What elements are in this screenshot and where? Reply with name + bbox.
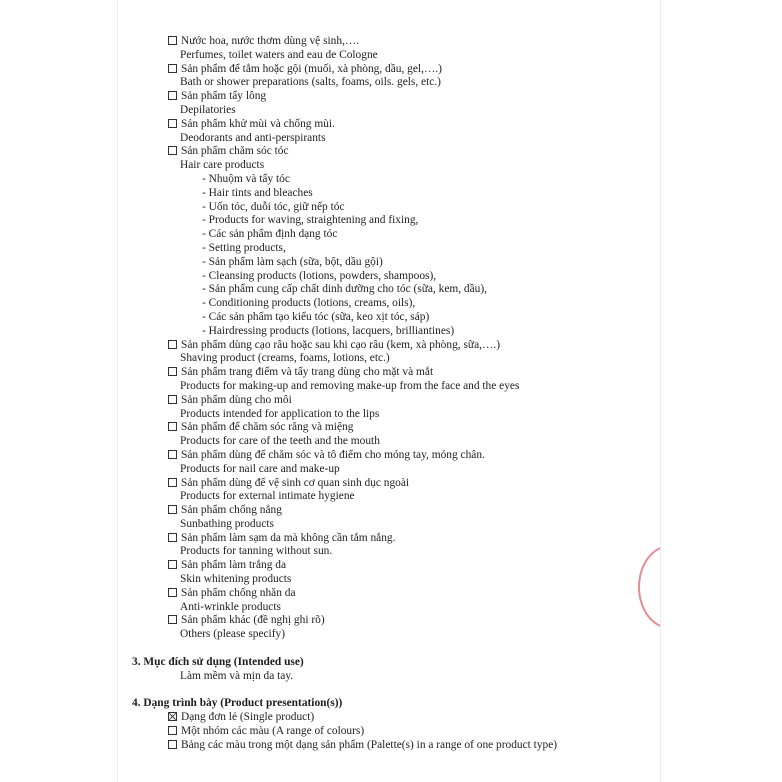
category-label-vi: Sản phẩm chống nhăn da — [181, 586, 296, 599]
hair-care-subitem: - Conditioning products (lotions, creams, oils), — [202, 297, 416, 310]
hair-care-subitem: - Uốn tóc, duỗi tóc, giữ nếp tóc — [202, 200, 345, 213]
category-item — [168, 90, 638, 104]
stamp-ring — [638, 545, 660, 629]
category-label-en: Products for tanning without sun. — [180, 545, 333, 558]
presentation-checkbox[interactable] — [168, 726, 177, 735]
category-label-en: Products for external intimate hygiene — [180, 490, 355, 503]
category-label-en: Deodorants and anti-perspirants — [180, 131, 326, 144]
presentation-option — [168, 725, 638, 739]
category-item — [168, 532, 638, 546]
presentation-checkbox[interactable] — [168, 712, 177, 721]
category-checkbox[interactable] — [168, 422, 177, 431]
section-4-heading: 4. Dạng trình bày (Product presentation(s)) — [132, 697, 343, 710]
category-label-en: Bath or shower preparations (salts, foams, oils. gels, etc.) — [180, 76, 441, 89]
category-label-en: Shaving product (creams, foams, lotions, etc.) — [180, 352, 390, 365]
category-checkbox[interactable] — [168, 36, 177, 45]
category-label-vi: Sản phẩm để tắm hoặc gội (muối, xà phòng, dầu, gel,….) — [181, 62, 442, 75]
category-item — [168, 559, 638, 573]
category-checkbox[interactable] — [168, 64, 177, 73]
category-label-vi: Sản phẩm khác (đề nghị ghi rõ) — [181, 614, 325, 627]
category-checkbox[interactable] — [168, 560, 177, 569]
category-label-en: Products for care of the teeth and the mouth — [180, 435, 380, 448]
presentation-option — [168, 739, 638, 753]
hair-care-subitem: - Các sản phẩm định dạng tóc — [202, 228, 338, 241]
category-checkbox[interactable] — [168, 146, 177, 155]
category-item — [168, 421, 638, 435]
category-label-en: Skin whitening products — [180, 573, 292, 586]
category-label-vi: Sản phẩm dùng để chăm sóc và tô điểm cho móng tay, móng chân. — [181, 448, 485, 461]
hair-care-subitem: - Products for waving, straightening and fixing, — [202, 214, 419, 227]
category-label-vi: Sản phẩm tẩy lông — [181, 90, 267, 103]
category-label-en: Anti-wrinkle products — [180, 600, 281, 613]
category-label-en: Products for nail care and make-up — [180, 462, 340, 475]
section-3-heading: 3. Mục đích sử dụng (Intended use) — [132, 655, 304, 668]
red-stamp-fragment-lower — [634, 545, 660, 650]
category-checkbox[interactable] — [168, 91, 177, 100]
category-item — [168, 145, 638, 159]
category-item — [168, 449, 638, 463]
category-checkbox[interactable] — [168, 119, 177, 128]
category-item — [168, 504, 638, 518]
category-item — [168, 614, 638, 628]
presentation-option-label: Bảng các màu trong một dạng sản phẩm (Palette(s) in a range of one product type) — [181, 738, 558, 751]
category-label-vi: Sản phẩm khử mùi và chống mùi. — [181, 117, 335, 130]
category-checkbox[interactable] — [168, 533, 177, 542]
category-label-vi: Sản phẩm dùng để vệ sinh cơ quan sinh dục ngoài — [181, 476, 410, 489]
category-label-en: Perfumes, toilet waters and eau de Cologne — [180, 48, 378, 61]
category-label-en: Products intended for application to the lips — [180, 407, 380, 420]
category-label-en: Depilatories — [180, 103, 236, 116]
category-checkbox[interactable] — [168, 505, 177, 514]
hair-care-subitem: - Sản phẩm làm sạch (sữa, bột, dầu gội) — [202, 255, 383, 268]
hair-care-subitem: - Nhuộm và tẩy tóc — [202, 172, 290, 185]
category-item — [168, 63, 638, 77]
form-content — [132, 35, 638, 752]
category-label-vi: Sản phẩm chăm sóc tóc — [181, 145, 289, 158]
hair-care-subitem: - Cleansing products (lotions, powders, shampoos), — [202, 269, 437, 282]
category-label-vi: Sản phẩm chống nắng — [181, 504, 282, 517]
presentation-option — [168, 711, 638, 725]
category-item — [168, 366, 638, 380]
hair-care-subitem: - Các sản phẩm tạo kiểu tóc (sữa, keo xịt tóc, sáp) — [202, 310, 430, 323]
category-label-vi: Sản phẩm dùng cho môi — [181, 393, 292, 406]
category-checkbox[interactable] — [168, 395, 177, 404]
category-label-vi: Sản phẩm làm trắng da — [181, 559, 287, 572]
category-item — [168, 118, 638, 132]
category-label-en: Others (please specify) — [180, 628, 286, 641]
category-label-en: Products for making-up and removing make-up from the face and the eyes — [180, 379, 520, 392]
category-checkbox[interactable] — [168, 367, 177, 376]
category-label-vi: Sản phẩm trang điểm và tẩy trang dùng cho mặt và mắt — [181, 366, 434, 379]
category-label-vi: Sản phẩm dùng cạo râu hoặc sau khi cạo râu (kem, xà phòng, sữa,….) — [181, 338, 501, 351]
category-label-vi: Sản phẩm để chăm sóc răng và miệng — [181, 421, 354, 434]
category-label-vi: Sản phẩm làm sạm da mà không cần tắm nắng. — [181, 531, 396, 544]
category-checkbox[interactable] — [168, 340, 177, 349]
presentation-checkbox[interactable] — [168, 740, 177, 749]
category-checkbox[interactable] — [168, 478, 177, 487]
category-checkbox[interactable] — [168, 450, 177, 459]
category-checkbox[interactable] — [168, 588, 177, 597]
category-item — [168, 339, 638, 353]
red-stamp-fragment-upper — [634, 352, 660, 442]
category-item — [168, 477, 638, 491]
category-label-en: Hair care products — [180, 159, 265, 172]
hair-care-subitem: - Hair tints and bleaches — [202, 186, 313, 199]
category-item — [168, 394, 638, 408]
category-label-en: Sunbathing products — [180, 517, 274, 530]
category-checkbox[interactable] — [168, 615, 177, 624]
hair-care-subitem: - Hairdressing products (lotions, lacquers, brilliantines) — [202, 324, 455, 337]
spacer — [168, 683, 638, 697]
category-item — [168, 587, 638, 601]
hair-care-subitem: - Setting products, — [202, 241, 286, 254]
presentation-option-label: Một nhóm các màu (A range of colours) — [181, 724, 365, 737]
intended-use-text: Làm mềm và mịn da tay. — [180, 669, 294, 682]
spacer — [168, 642, 638, 656]
document-page — [118, 0, 660, 782]
hair-care-subitem: - Sản phẩm cung cấp chất dinh dưỡng cho tóc (sữa, kem, dầu), — [202, 283, 488, 296]
presentation-option-label: Dạng đơn lẻ (Single product) — [181, 711, 315, 724]
category-label-vi: Nước hoa, nước thơm dùng vệ sinh,…. — [181, 35, 360, 47]
category-item — [168, 35, 638, 49]
